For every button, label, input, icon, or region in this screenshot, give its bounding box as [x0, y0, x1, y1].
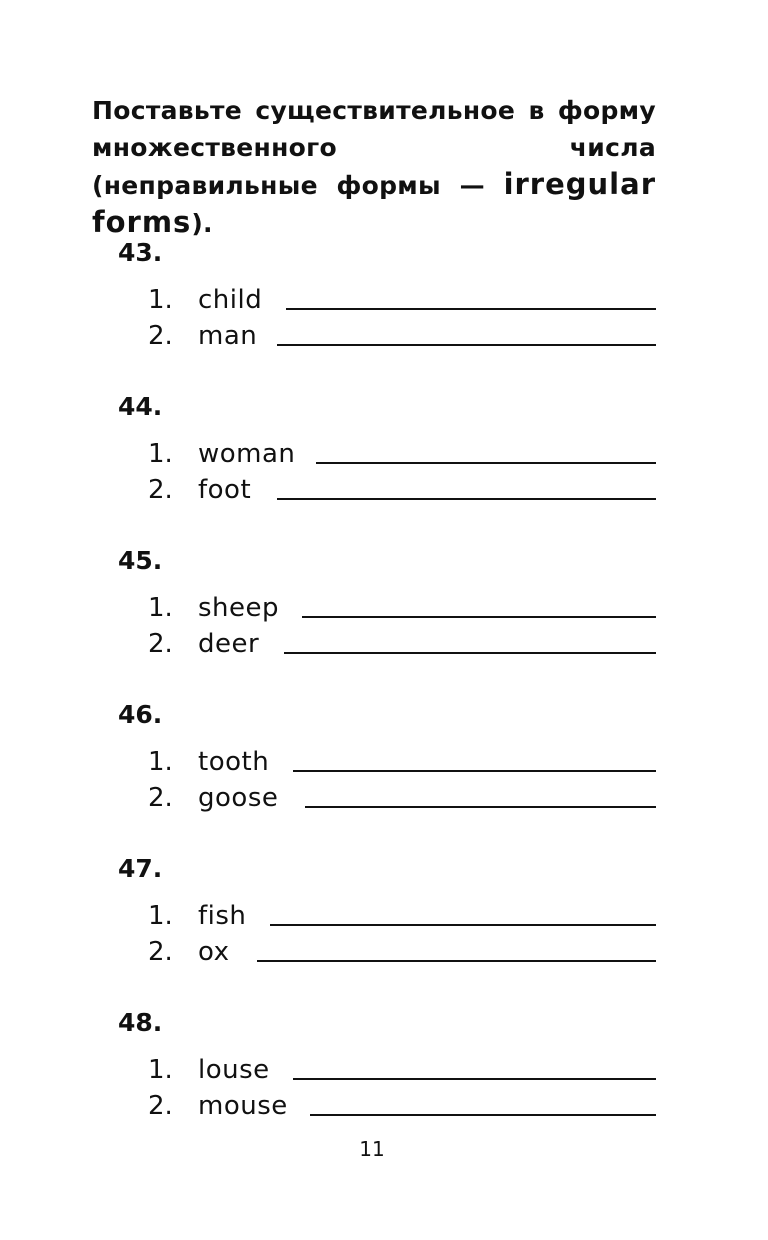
instruction-russian: Поставьте существительное в форму множественного числа (неправильные формы — — [92, 96, 656, 200]
exercise-48 — [0, 1008, 768, 1148]
instruction-english-term: irregular forms — [92, 167, 656, 239]
item-word: ox — [198, 937, 230, 967]
item-number: 1. — [148, 439, 173, 469]
exercise-item — [0, 780, 768, 816]
answer-line[interactable] — [293, 1078, 656, 1080]
exercise-number: 45. — [118, 546, 163, 575]
answer-line[interactable] — [277, 498, 656, 500]
item-word: fish — [198, 901, 247, 931]
item-number: 2. — [148, 475, 173, 505]
exercise-item — [0, 898, 768, 934]
answer-line[interactable] — [277, 344, 656, 346]
item-number: 1. — [148, 285, 173, 315]
page-number: 11 — [359, 1137, 385, 1161]
item-word: man — [198, 321, 258, 351]
answer-line[interactable] — [270, 924, 656, 926]
answer-line[interactable] — [316, 462, 656, 464]
item-word: sheep — [198, 593, 280, 623]
item-number: 1. — [148, 901, 173, 931]
exercise-number: 47. — [118, 854, 163, 883]
exercise-item — [0, 590, 768, 626]
item-word: louse — [198, 1055, 270, 1085]
item-word: child — [198, 285, 263, 315]
item-number: 2. — [148, 629, 173, 659]
item-number: 2. — [148, 937, 173, 967]
item-number: 1. — [148, 747, 173, 777]
exercise-number: 44. — [118, 392, 163, 421]
answer-line[interactable] — [302, 616, 656, 618]
item-number: 2. — [148, 321, 173, 351]
item-word: mouse — [198, 1091, 288, 1121]
item-word: tooth — [198, 747, 270, 777]
item-number: 2. — [148, 1091, 173, 1121]
item-word: goose — [198, 783, 279, 813]
answer-line[interactable] — [293, 770, 656, 772]
exercise-item — [0, 436, 768, 472]
item-word: woman — [198, 439, 296, 469]
item-number: 2. — [148, 783, 173, 813]
exercise-item — [0, 282, 768, 318]
exercise-item — [0, 1088, 768, 1124]
exercise-47 — [0, 854, 768, 994]
item-number: 1. — [148, 1055, 173, 1085]
exercise-item — [0, 472, 768, 508]
exercise-46 — [0, 700, 768, 840]
answer-line[interactable] — [305, 806, 656, 808]
answer-line[interactable] — [257, 960, 656, 962]
item-word: foot — [198, 475, 252, 505]
exercise-number: 43. — [118, 238, 163, 267]
exercise-item — [0, 318, 768, 354]
answer-line[interactable] — [284, 652, 656, 654]
instruction-end: ). — [191, 209, 213, 238]
answer-line[interactable] — [310, 1114, 656, 1116]
exercise-number: 46. — [118, 700, 163, 729]
exercise-item — [0, 744, 768, 780]
exercise-number: 48. — [118, 1008, 163, 1037]
exercise-item — [0, 626, 768, 662]
exercise-45 — [0, 546, 768, 686]
instruction-text — [92, 92, 656, 242]
exercise-item — [0, 1052, 768, 1088]
exercise-44 — [0, 392, 768, 532]
exercise-item — [0, 934, 768, 970]
exercise-43 — [0, 238, 768, 378]
item-word: deer — [198, 629, 260, 659]
item-number: 1. — [148, 593, 173, 623]
answer-line[interactable] — [286, 308, 656, 310]
